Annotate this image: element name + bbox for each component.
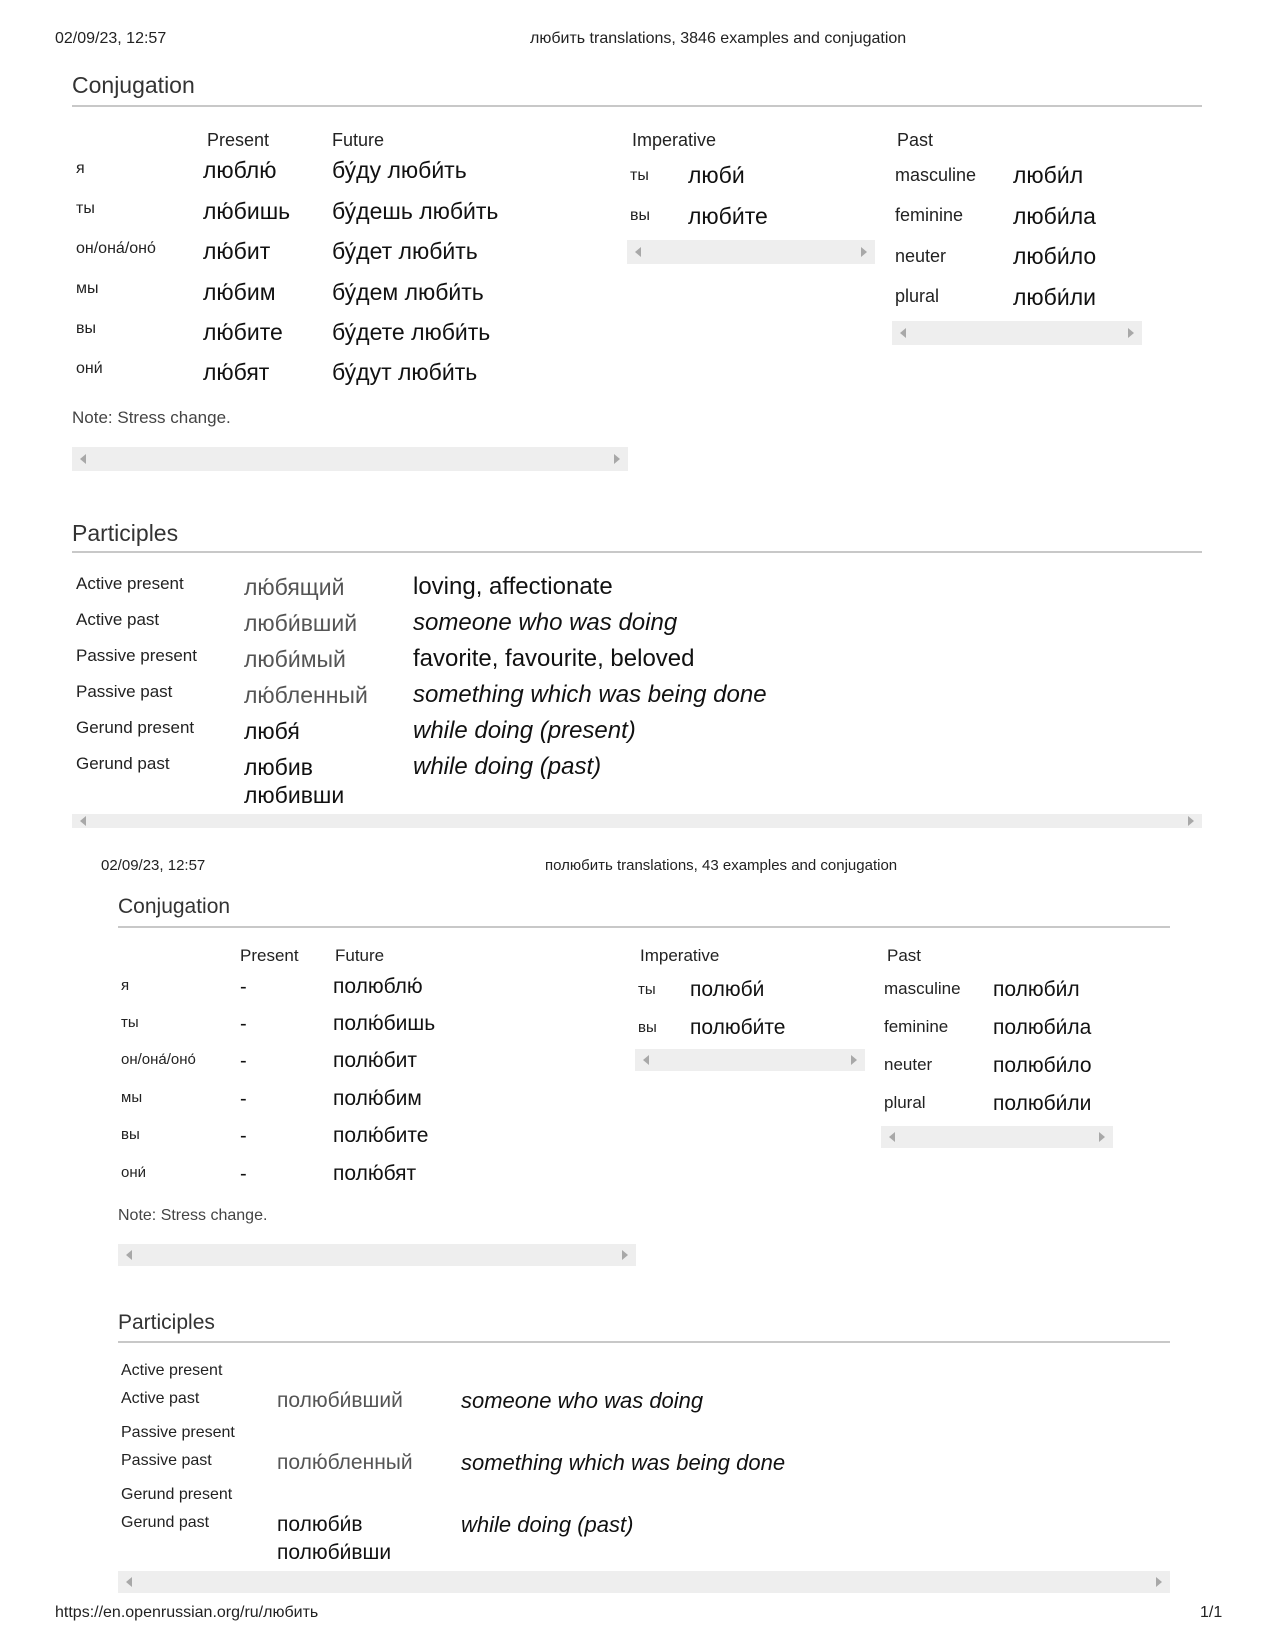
- present-form: -: [240, 1013, 247, 1035]
- future-form: бу́дешь люби́ть: [332, 198, 499, 224]
- future-form: бу́дете люби́ть: [332, 319, 491, 345]
- participle-label: Gerund present: [121, 1486, 233, 1503]
- participle-translation: loving, affectionate: [413, 573, 613, 600]
- past-label: masculine: [884, 979, 961, 998]
- section-divider: [72, 105, 1202, 107]
- participle-form: полюби́в: [277, 1513, 363, 1536]
- participle-translation: while doing (past): [461, 1512, 634, 1537]
- scroll-left-icon[interactable]: [80, 454, 86, 464]
- participle-form-alt: полюби́вши: [277, 1541, 392, 1564]
- present-form: лю́бит: [203, 238, 271, 264]
- conjugation-scrollbar[interactable]: [72, 447, 628, 471]
- present-form: -: [240, 1088, 247, 1110]
- future-form: бу́дет люби́ть: [332, 238, 478, 264]
- imperative-form: люби́те: [688, 203, 768, 229]
- pronoun-cell: он/она́/оно́: [76, 240, 156, 257]
- present-form: лю́бишь: [203, 198, 291, 224]
- participle-form: полюби́вший: [277, 1389, 403, 1412]
- imperative-pronoun: ты: [638, 981, 656, 998]
- scroll-right-icon[interactable]: [861, 247, 867, 257]
- future-form: бу́ду люби́ть: [332, 157, 467, 183]
- past-form: люби́ли: [1013, 284, 1096, 310]
- participle-form: лю́бящий: [244, 574, 345, 600]
- pronoun-cell: он/она́/оно́: [121, 1051, 196, 1068]
- present-form: -: [240, 976, 247, 998]
- pronoun-cell: вы: [121, 1126, 140, 1143]
- participle-label: Active past: [121, 1390, 200, 1407]
- imperative-scrollbar[interactable]: [627, 240, 875, 264]
- past-form: полюби́л: [993, 978, 1080, 1001]
- section-divider: [118, 1341, 1170, 1343]
- scroll-right-icon[interactable]: [1188, 816, 1194, 826]
- participle-label: Gerund past: [121, 1514, 210, 1531]
- past-label: neuter: [884, 1055, 933, 1074]
- past-scrollbar[interactable]: [892, 321, 1142, 345]
- present-form: люблю́: [203, 157, 277, 183]
- present-header: Present: [207, 130, 270, 150]
- participle-label: Gerund present: [76, 718, 195, 737]
- section-divider: [118, 926, 1170, 928]
- print-title: любить translations, 3846 examples and conjugation: [530, 30, 907, 47]
- present-form: -: [240, 1125, 247, 1147]
- section-divider: [72, 551, 1202, 553]
- past-header: Past: [887, 946, 922, 965]
- pronoun-cell: они́: [76, 360, 103, 377]
- participle-label: Passive present: [76, 646, 197, 665]
- imperative-form: люби́: [688, 162, 745, 188]
- imperative-form: полюби́: [690, 978, 765, 1001]
- pronoun-cell: ты: [76, 200, 95, 217]
- past-label: feminine: [884, 1017, 949, 1036]
- participle-translation: someone who was doing: [461, 1388, 704, 1413]
- stress-note: Note: Stress change.: [72, 408, 231, 427]
- scroll-left-icon[interactable]: [126, 1577, 132, 1587]
- past-label: feminine: [895, 205, 964, 225]
- future-header: Future: [335, 946, 385, 965]
- past-header: Past: [897, 130, 934, 150]
- imperative-header: Imperative: [632, 130, 717, 150]
- participle-form: люби́вший: [244, 610, 358, 636]
- scroll-right-icon[interactable]: [622, 1250, 628, 1260]
- scroll-left-icon[interactable]: [900, 328, 906, 338]
- present-form: лю́бим: [203, 279, 276, 305]
- participle-form: любив: [244, 754, 313, 780]
- imperative-pronoun: вы: [630, 207, 650, 224]
- imperative-header: Imperative: [640, 946, 720, 965]
- future-header: Future: [332, 130, 385, 150]
- pronoun-cell: я: [121, 977, 130, 994]
- participle-translation: something which was being done: [461, 1450, 786, 1475]
- participle-translation: someone who was doing: [413, 609, 678, 636]
- pronoun-cell: вы: [76, 320, 96, 337]
- participle-label: Passive present: [121, 1424, 235, 1441]
- participles-scrollbar[interactable]: [72, 814, 1202, 828]
- participle-translation: favorite, favourite, beloved: [413, 645, 695, 672]
- conjugation-scrollbar[interactable]: [118, 1244, 636, 1266]
- page-url: https://en.openrussian.org/ru/любить: [55, 1604, 319, 1621]
- participle-label: Active past: [76, 610, 160, 629]
- past-label: masculine: [895, 165, 977, 185]
- future-form: полю́бит: [333, 1049, 417, 1072]
- participles-scrollbar[interactable]: [118, 1571, 1170, 1593]
- participle-label: Active present: [121, 1362, 223, 1379]
- future-form: полюблю́: [333, 975, 423, 998]
- future-form: полю́бите: [333, 1124, 429, 1147]
- scroll-right-icon[interactable]: [614, 454, 620, 464]
- pronoun-cell: ты: [121, 1014, 139, 1031]
- past-label: plural: [895, 286, 940, 306]
- past-scrollbar[interactable]: [881, 1126, 1113, 1148]
- print-title: полюбить translations, 43 examples and conjugation: [545, 857, 898, 874]
- past-form: люби́ло: [1013, 243, 1097, 269]
- past-form: полюби́ли: [993, 1092, 1092, 1115]
- scroll-left-icon[interactable]: [80, 816, 86, 826]
- participle-translation: while doing (past): [413, 753, 602, 780]
- past-form: люби́ла: [1013, 203, 1096, 229]
- scroll-right-icon[interactable]: [1099, 1132, 1105, 1142]
- future-form: бу́дут люби́ть: [332, 359, 478, 385]
- present-form: -: [240, 1050, 247, 1072]
- scroll-right-icon[interactable]: [1156, 1577, 1162, 1587]
- future-form: полю́бят: [333, 1162, 417, 1185]
- past-form: полюби́ла: [993, 1016, 1092, 1039]
- participle-label: Gerund past: [76, 754, 170, 773]
- conjugation-title: Conjugation: [72, 72, 195, 98]
- participle-translation: something which was being done: [413, 681, 767, 708]
- present-form: -: [240, 1163, 247, 1185]
- scroll-left-icon[interactable]: [643, 1055, 649, 1065]
- participle-form-alt: любивши: [244, 782, 345, 808]
- scroll-left-icon[interactable]: [126, 1250, 132, 1260]
- future-form: полю́бишь: [333, 1012, 436, 1035]
- past-form: люби́л: [1013, 162, 1084, 188]
- present-form: лю́бите: [203, 319, 283, 345]
- past-label: plural: [884, 1093, 926, 1112]
- imperative-scrollbar[interactable]: [635, 1049, 865, 1071]
- pronoun-cell: мы: [76, 280, 99, 297]
- participles-title: Participles: [72, 520, 179, 546]
- scroll-left-icon[interactable]: [635, 247, 641, 257]
- imperative-form: полюби́те: [690, 1016, 786, 1039]
- present-header: Present: [240, 946, 299, 965]
- participles-title: Participles: [118, 1311, 215, 1334]
- future-form: полю́бим: [333, 1087, 422, 1110]
- pronoun-cell: они́: [121, 1164, 147, 1181]
- scroll-left-icon[interactable]: [889, 1132, 895, 1142]
- pronoun-cell: я: [76, 160, 85, 177]
- scroll-right-icon[interactable]: [851, 1055, 857, 1065]
- stress-note: Note: Stress change.: [118, 1207, 268, 1224]
- participle-label: Active present: [76, 574, 184, 593]
- past-label: neuter: [895, 246, 947, 266]
- future-form: бу́дем люби́ть: [332, 279, 484, 305]
- imperative-pronoun: вы: [638, 1019, 657, 1036]
- participle-label: Passive past: [76, 682, 173, 701]
- participle-label: Passive past: [121, 1452, 212, 1469]
- print-datetime: 02/09/23, 12:57: [55, 30, 167, 47]
- participle-translation: while doing (present): [413, 717, 636, 744]
- print-datetime: 02/09/23, 12:57: [101, 857, 206, 874]
- participle-form: любя́: [244, 718, 300, 744]
- conjugation-title: Conjugation: [118, 895, 231, 918]
- participle-form: полю́бленный: [277, 1451, 413, 1474]
- present-form: лю́бят: [203, 359, 270, 385]
- page-number: 1/1: [1200, 1604, 1223, 1621]
- imperative-pronoun: ты: [630, 167, 649, 184]
- participle-form: лю́бленный: [244, 682, 368, 708]
- pronoun-cell: мы: [121, 1089, 143, 1106]
- past-form: полюби́ло: [993, 1054, 1092, 1077]
- scroll-right-icon[interactable]: [1128, 328, 1134, 338]
- participle-form: люби́мый: [244, 646, 346, 672]
